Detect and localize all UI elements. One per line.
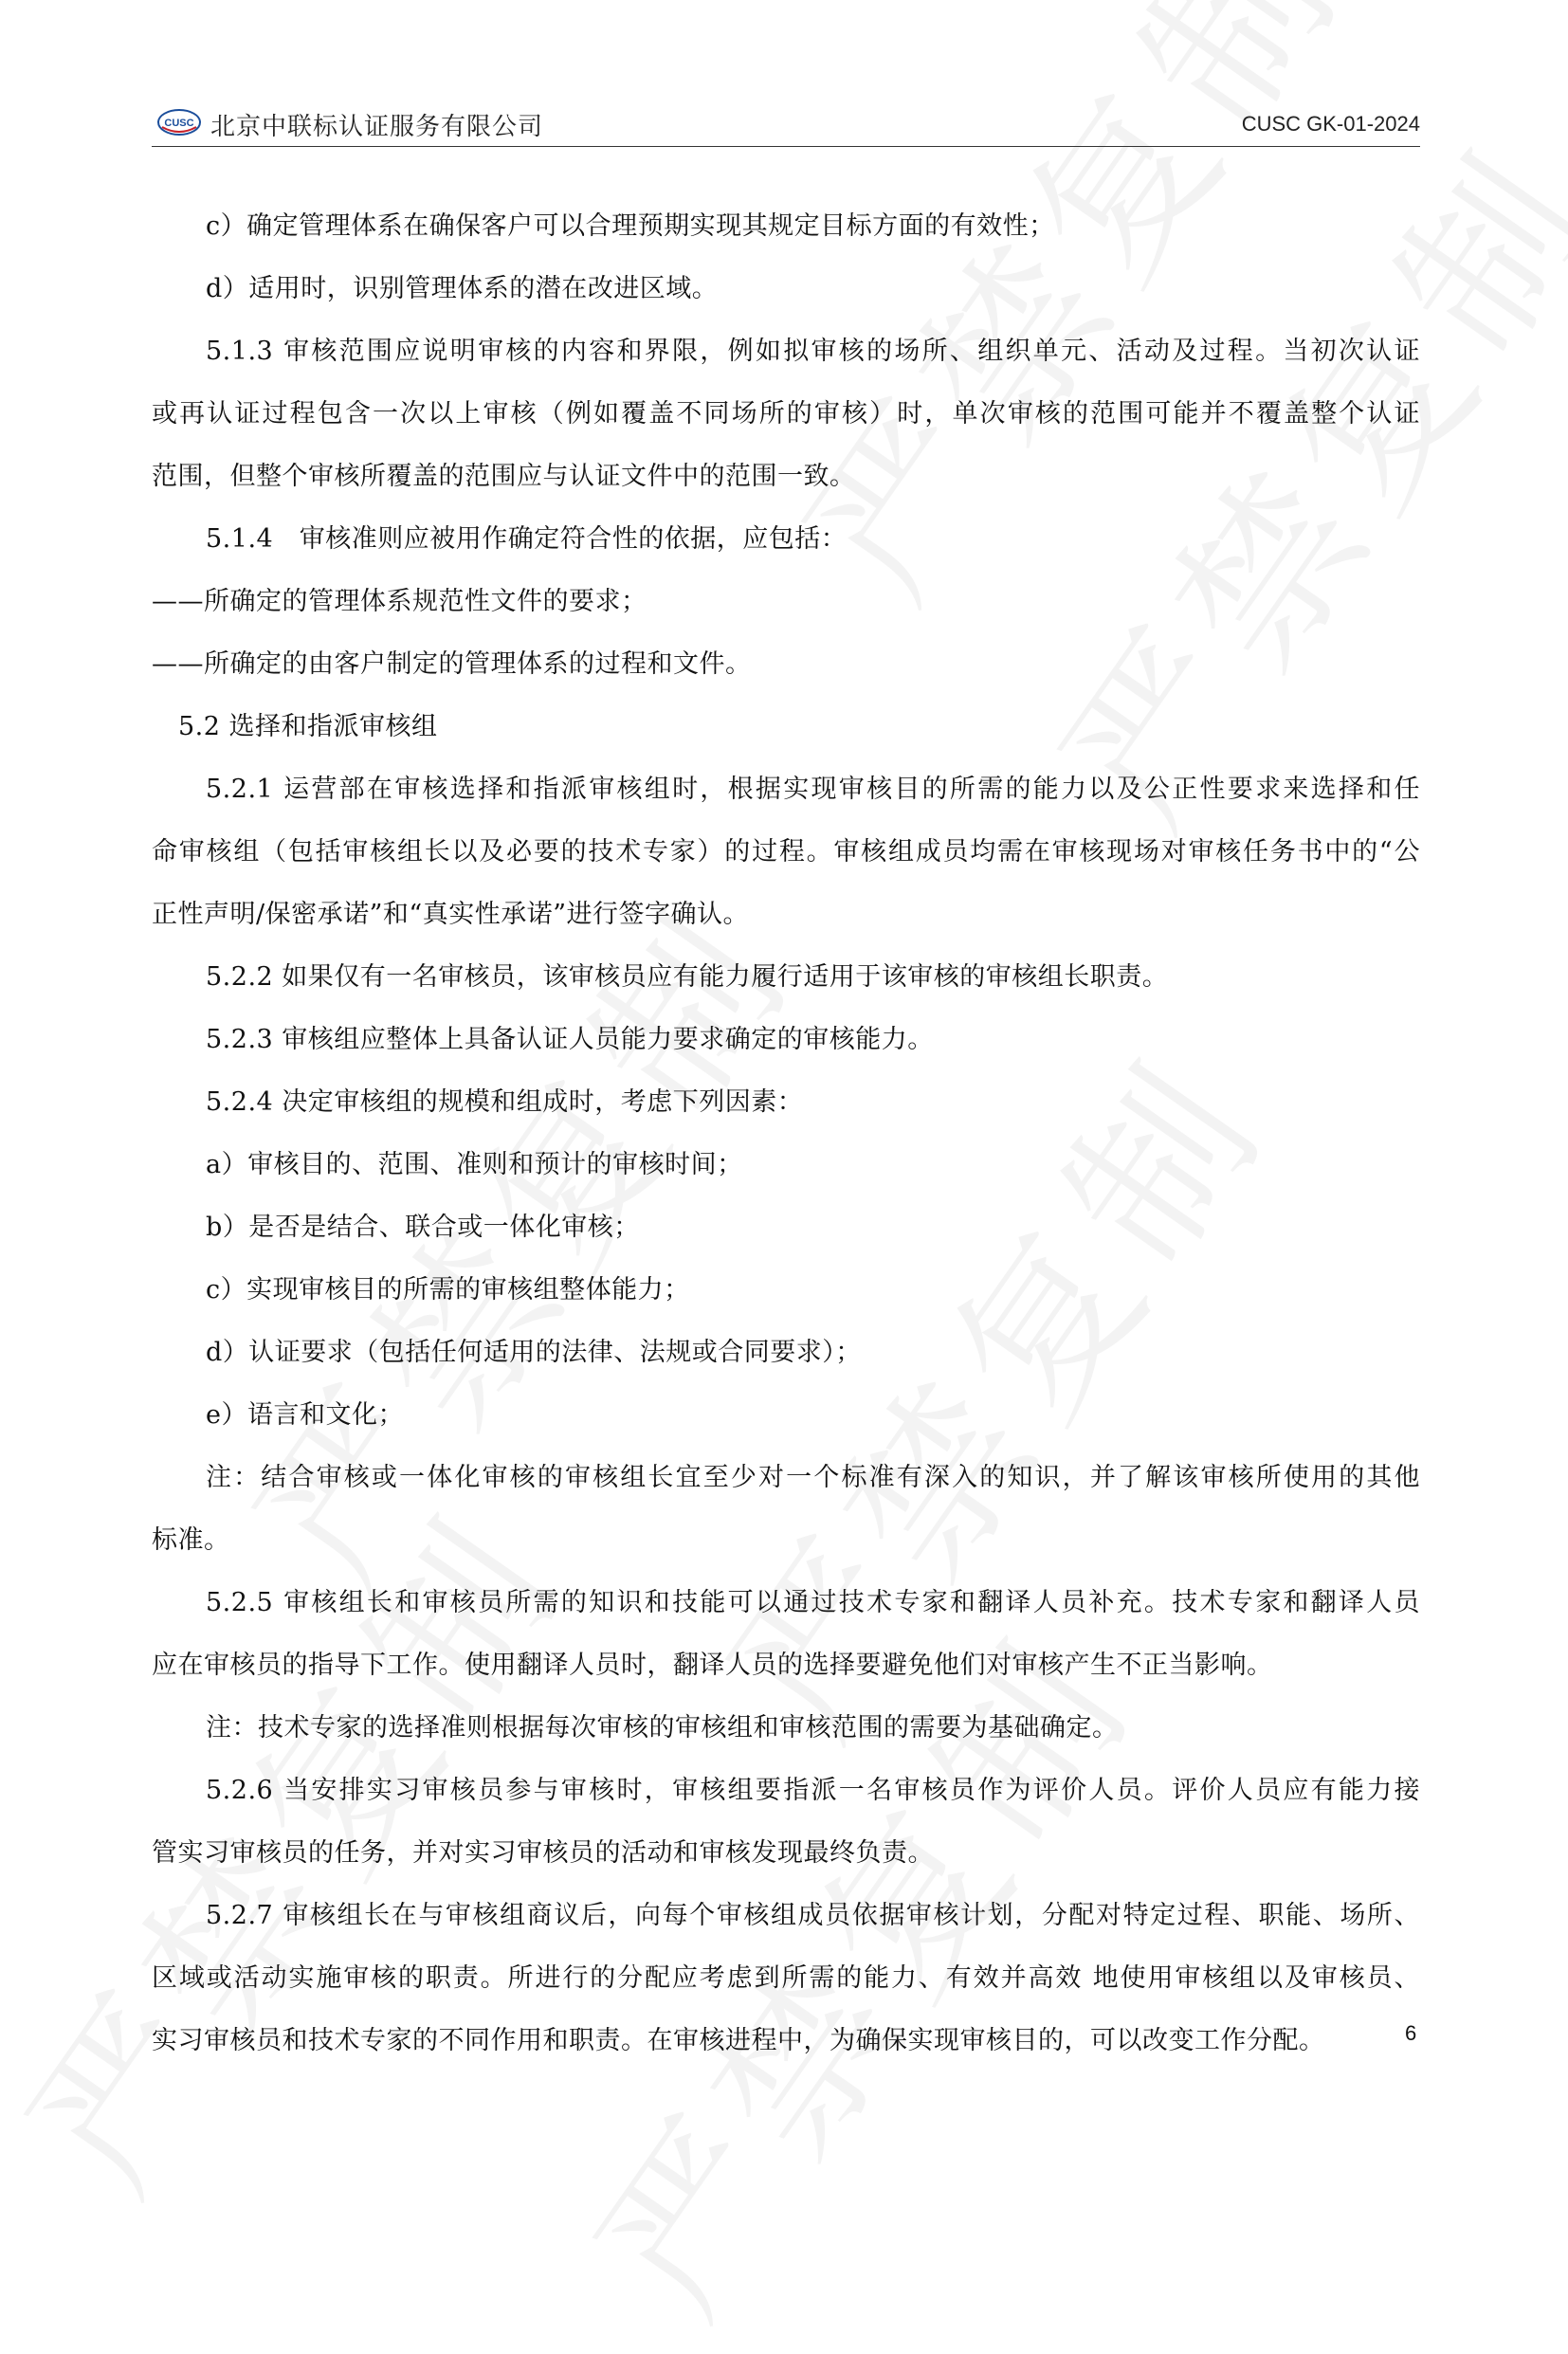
paragraph-line: 5.2.6 当安排实习审核员参与审核时，审核组要指派一名审核员作为评价人员。评价人员应有能力接 bbox=[206, 1776, 1420, 1805]
paragraph-line: 管实习审核员的任务，并对实习审核员的活动和审核发现最终负责。 bbox=[152, 1838, 934, 1868]
paragraph-line: 5.2.3 审核组应整体上具备认证人员能力要求确定的审核能力。 bbox=[206, 1025, 934, 1054]
list-item: a）审核目的、范围、准则和预计的审核时间； bbox=[206, 1150, 743, 1179]
paragraph-line: 区域或活动实施审核的职责。所进行的分配应考虑到所需的能力、有效并高效 地使用审核组以及审核员、 bbox=[152, 1963, 1420, 1993]
list-item: d）认证要求（包括任何适用的法律、法规或合同要求）； bbox=[206, 1338, 862, 1367]
cusc-logo-icon bbox=[156, 108, 202, 137]
note-line: 标准。 bbox=[152, 1525, 230, 1555]
section-heading: 5.2 选择和指派审核组 bbox=[178, 712, 438, 741]
paragraph-line: 5.2.7 审核组长在与审核组商议后，向每个审核组成员依据审核计划，分配对特定过程、职能、场所、 bbox=[206, 1901, 1420, 1930]
paragraph-line: 5.2.4 决定审核组的规模和组成时，考虑下列因素： bbox=[206, 1087, 804, 1117]
svg-text:CUSC: CUSC bbox=[164, 118, 194, 129]
list-item: c）确定管理体系在确保客户可以合理预期实现其规定目标方面的有效性； bbox=[206, 211, 1055, 241]
page-number: 6 bbox=[1405, 2021, 1417, 2045]
paragraph-line: 5.2.1 运营部在审核选择和指派审核组时，根据实现审核目的所需的能力以及公正性要求来选择和任 bbox=[206, 775, 1420, 804]
paragraph-line: 5.1.3 审核范围应说明审核的内容和界限，例如拟审核的场所、组织单元、活动及过程。当初次认证 bbox=[206, 337, 1420, 366]
paragraph-line: 正性声明/保密承诺”和“真实性承诺”进行签字确认。 bbox=[152, 900, 750, 929]
watermark-text bbox=[995, 90, 1568, 866]
list-item: ——所确定的由客户制定的管理体系的过程和文件。 bbox=[152, 649, 752, 679]
paragraph-line: 或再认证过程包含一次以上审核（例如覆盖不同场所的审核）时，单次审核的范围可能并不覆盖整个认证 bbox=[152, 399, 1420, 429]
note-line: 注：结合审核或一体化审核的审核组长宜至少对一个标准有深入的知识，并了解该审核所使用的其他 bbox=[206, 1463, 1420, 1492]
paragraph-line: 范围，但整个审核所覆盖的范围应与认证文件中的范围一致。 bbox=[152, 462, 856, 491]
list-item: c）实现审核目的所需的审核组整体能力； bbox=[206, 1275, 690, 1305]
list-item: e）语言和文化； bbox=[206, 1400, 404, 1430]
paragraph-line: 应在审核员的指导下工作。使用翻译人员时，翻译人员的选择要避免他们对审核产生不正当影响。 bbox=[152, 1651, 1273, 1680]
paragraph-line: 命审核组（包括审核组长以及必要的技术专家）的过程。审核组成员均需在审核现场对审核任务书中的“公 bbox=[152, 837, 1420, 867]
list-item: ——所确定的管理体系规范性文件的要求； bbox=[152, 587, 647, 616]
page-header bbox=[152, 102, 1420, 147]
note-line: 注：技术专家的选择准则根据每次审核的审核组和审核范围的需要为基础确定。 bbox=[206, 1713, 1119, 1743]
organization-name: 北京中联标认证服务有限公司 bbox=[210, 113, 544, 141]
paragraph-line: 实习审核员和技术专家的不同作用和职责。在审核进程中，为确保实现审核目的，可以改变工作分配。 bbox=[152, 2026, 1325, 2055]
paragraph-line: 5.1.4 审核准则应被用作确定符合性的依据，应包括： bbox=[206, 524, 848, 554]
paragraph-line: 5.2.2 如果仅有一名审核员，该审核员应有能力履行适用于该审核的审核组长职责。 bbox=[206, 962, 1169, 992]
list-item: b）是否是结合、联合或一体化审核； bbox=[206, 1213, 640, 1242]
list-item: d）适用时，识别管理体系的潜在改进区域。 bbox=[206, 274, 719, 303]
paragraph-line: 5.2.5 审核组长和审核员所需的知识和技能可以通过技术专家和翻译人员补充。技术专家和翻译人员 bbox=[206, 1588, 1420, 1617]
document-number: CUSC GK-01-2024 bbox=[1241, 112, 1420, 136]
